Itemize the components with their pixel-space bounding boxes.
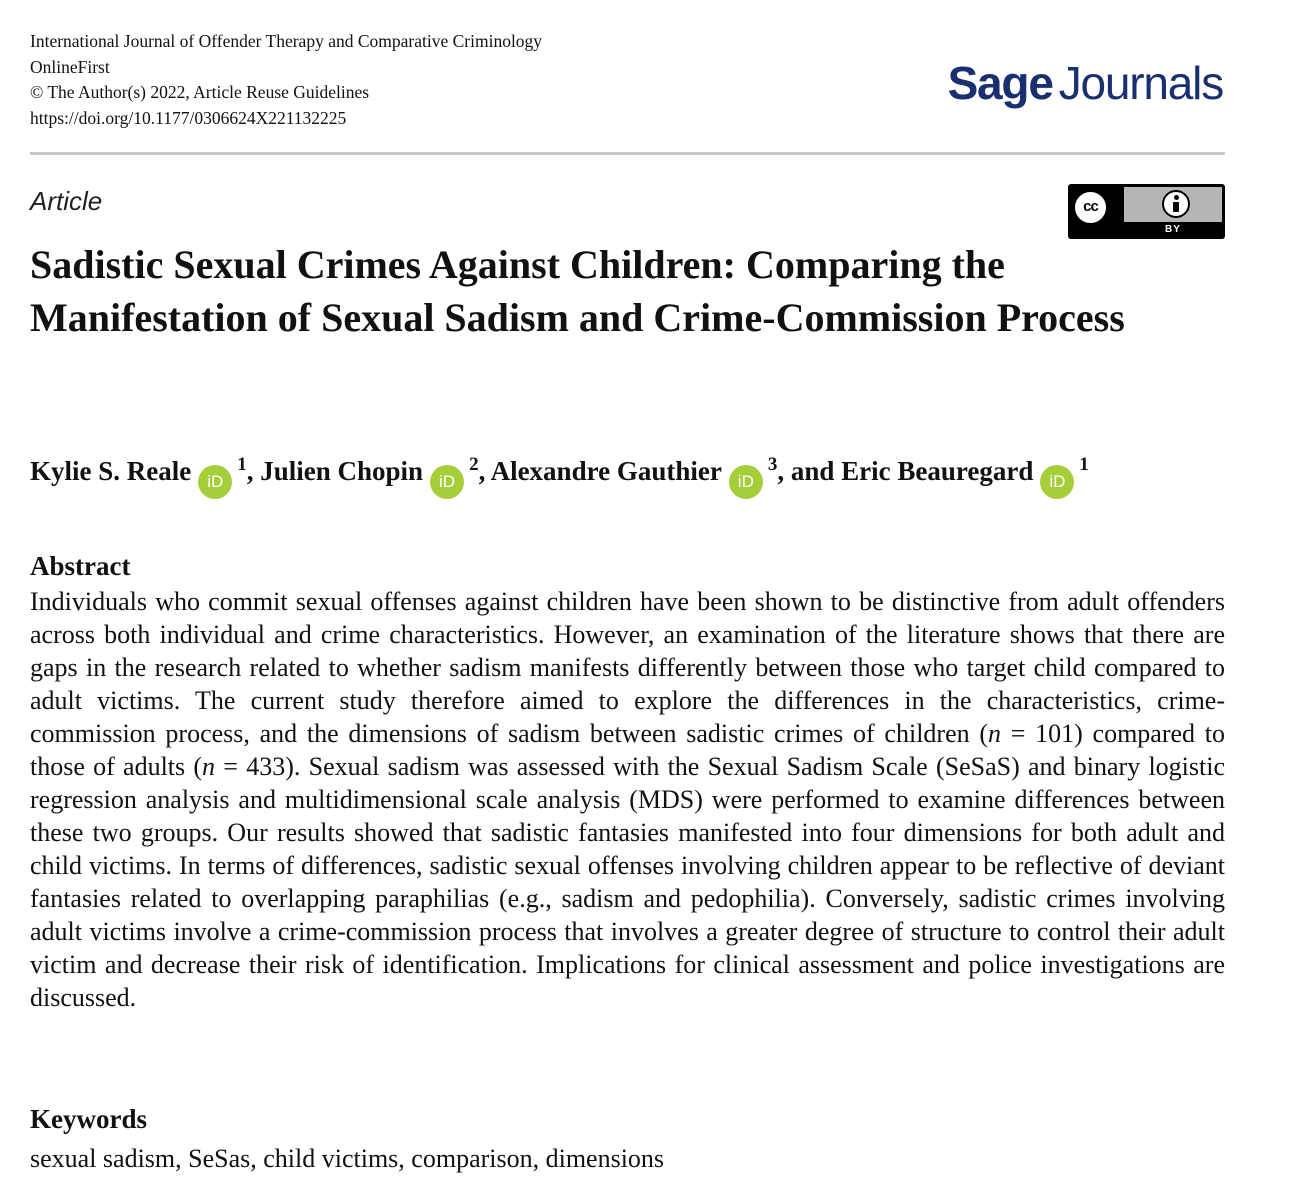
article-title: Sadistic Sexual Crimes Against Children: Comparing the Manifestation of Sexual Sadism and Crime-Commission Process: [30, 242, 1125, 340]
abstract-text: Individuals who commit sexual offenses against children have been shown to be distinctive from adult offenders across both individual and crime characteristics. However, an examination of the literature shows that there are gaps in the research related to whether sadism manifests differently between those who target child compared to adult victims. The current study therefore aimed to explore the differences in the characteristics, crime-commission process, and the dimensions of sadism between sadistic crimes of children (n = 101) compared to those of adults (n = 433). Sexual sadism was assessed with the Sexual Sadism Scale (SeSaS) and binary logistic regression analysis and multidimensional scale analysis (MDS) were performed to examine differences between these two groups. Our results showed that sadistic fantasies manifested into four dimensions for both adult and child victims. In terms of differences, sadistic sexual offenses involving children appear to be reflective of deviant fantasies related to overlapping paraphilias (e.g., sadism and pedophilia). Conversely, sadistic crimes involving adult victims involve a crime-commission process that involves a greater degree of structure to control their adult victim and decrease their risk of identification. Implications for clinical assessment and police investigations are discussed.: [30, 587, 1225, 1012]
brand-journals: Journals: [1058, 57, 1223, 109]
journal-name[interactable]: International Journal of Offender Therapy and Comparative Criminology: [30, 31, 543, 51]
author-affiliation: 3: [767, 454, 778, 475]
brand-sage: Sage: [947, 57, 1053, 109]
n-symbol: n: [988, 719, 1002, 748]
keywords-heading: Keywords: [30, 1104, 147, 1134]
orcid-icon[interactable]: iD: [198, 465, 232, 499]
author-name[interactable]: Alexandre Gauthier: [490, 456, 722, 486]
author-separator: ,: [478, 456, 491, 486]
author-name[interactable]: Eric Beauregard: [841, 456, 1034, 486]
creative-commons-icon: cc: [1072, 189, 1109, 226]
abstract-heading: Abstract: [30, 551, 131, 581]
author-list: [30, 454, 1089, 499]
keywords-list: sexual sadism, SeSas, child victims, comparison, dimensions: [30, 1144, 665, 1173]
n-symbol: n: [202, 752, 216, 781]
author-name[interactable]: Julien Chopin: [260, 456, 424, 486]
header-divider: [30, 152, 1225, 155]
cc-by-license-badge[interactable]: [1068, 184, 1225, 239]
sage-journals-logo[interactable]: [948, 56, 1223, 110]
orcid-icon[interactable]: iD: [1040, 465, 1074, 499]
author-affiliation: 1: [1079, 454, 1089, 475]
author-affiliation: 1: [237, 454, 247, 475]
copyright-line[interactable]: © The Author(s) 2022, Article Reuse Guidelines: [30, 82, 370, 103]
author-separator: , and: [777, 456, 842, 486]
article-type-label: Article: [30, 186, 103, 216]
journal-meta: [30, 29, 542, 131]
author-affiliation: 2: [469, 454, 479, 475]
attribution-icon: [1162, 190, 1190, 218]
orcid-icon[interactable]: iD: [430, 465, 464, 499]
doi-link[interactable]: https://doi.org/10.1177/0306624X221132225: [30, 107, 347, 128]
author-name[interactable]: Kylie S. Reale: [30, 456, 192, 486]
article-page: [30, 0, 1225, 1197]
author-separator: ,: [246, 456, 261, 486]
license-by-label: BY: [1165, 224, 1181, 235]
orcid-icon[interactable]: iD: [729, 465, 763, 499]
edition-label: OnlineFirst: [30, 56, 110, 77]
